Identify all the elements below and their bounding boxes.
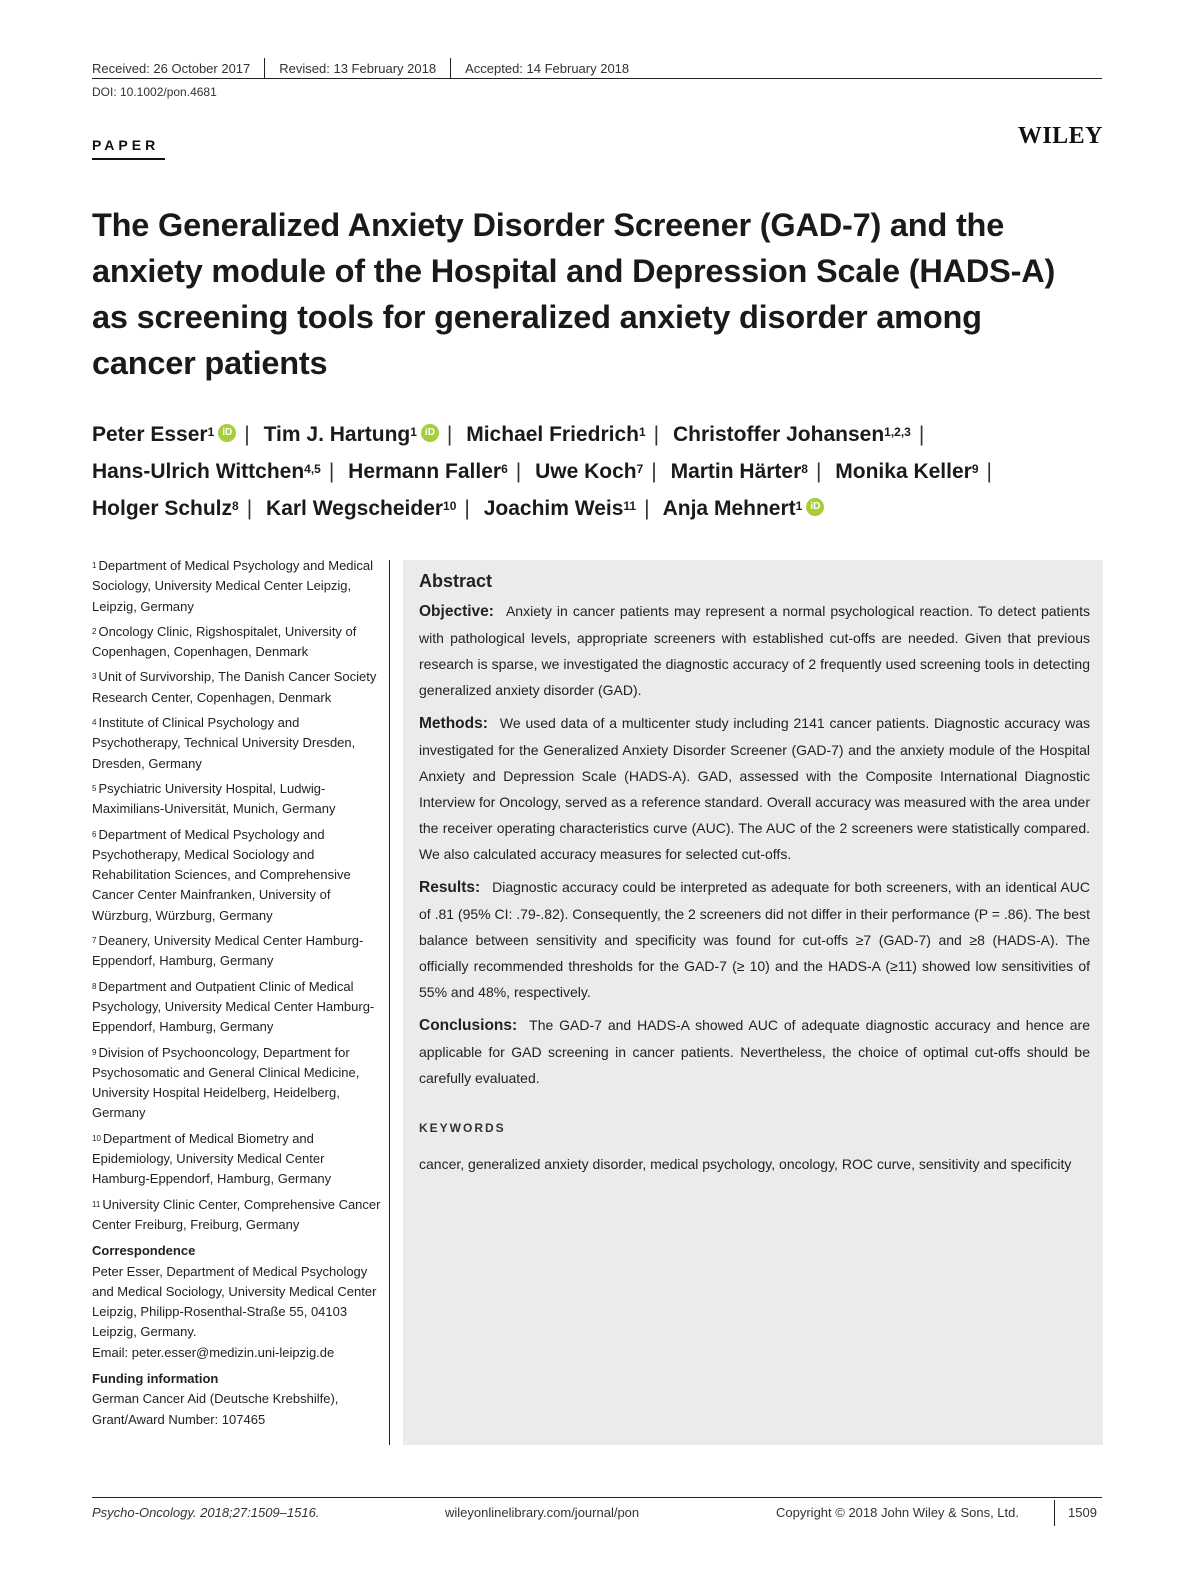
author-line: Holger Schulz$^8$ | Karl Wegscheider$^{10}$ | Joachim Weis$^{11}$ | Anja Mehnert$^1$ iD: [92, 490, 1112, 527]
author-name[interactable]: Hans-Ulrich Wittchen$^{4,5}$: [92, 460, 321, 483]
affiliation: $^4$ Institute of Clinical Psychology and Psychotherapy, Technical University Dresden, Dresden, Germany: [92, 715, 356, 771]
date-divider: [450, 58, 451, 78]
affiliation: $^6$ Department of Medical Psychology and Psychotherapy, Medical Sociology and Rehabilitation Sciences, and Comprehensive Cancer Center Mainfranken, University of Würzburg, Würzburg, Germany: [92, 826, 351, 923]
correspondence-heading: Correspondence: [92, 1243, 196, 1259]
abstract-heading: Abstract: [419, 571, 493, 591]
affiliation: $^1$ Department of Medical Psychology and Medical Sociology, University Medical Center Leipzig, Leipzig, Germany: [92, 558, 374, 614]
correspondence-email[interactable]: Email: peter.esser@medizin.uni-leipzig.de: [92, 1344, 335, 1360]
received-date: Received: 26 October 2017: [92, 60, 251, 76]
abstract-conclusions: Conclusions: The GAD-7 and HADS-A showed AUC of adequate diagnostic accuracy and hence are applicable for GAD screening in cancer patients. Nevertheless, the choice of optimal cut-offs should be carefully evaluated.: [419, 1017, 1090, 1086]
orcid-icon[interactable]: iD: [218, 424, 236, 442]
author-name[interactable]: Peter Esser$^1$: [92, 423, 215, 446]
title-line: The Generalized Anxiety Disorder Screener (GAD-7) and the: [92, 207, 1005, 243]
abstract-results: Results: Diagnostic accuracy could be interpreted as adequate for both screeners, with an identical AUC of .81 (95% CI: .79-.82). Consequently, the 2 screeners did not differ in their performance (P = .86). The best balance between sensitivity and specificity was found for cut-offs ≥7 (GAD-7) and ≥8 (HADS-A). The officially recommended thresholds for the GAD-7 (≥ 10) and the HADS-A (≥11) showed low sensitivities of 55% and 48%, respectively.: [419, 879, 1090, 1000]
affiliation: $^8$ Department and Outpatient Clinic of Medical Psychology, University Medical Center Hamburg-Eppendorf, Hamburg, Germany: [92, 978, 375, 1035]
publication-dates: [92, 58, 629, 78]
date-divider: [264, 58, 265, 78]
funding-heading: Funding information: [92, 1370, 219, 1386]
orcid-icon[interactable]: iD: [806, 498, 824, 516]
affiliation: $^{10}$ Department of Medical Biometry and Epidemiology, University Medical Center Hamburg-Eppendorf, Hamburg, Germany: [92, 1130, 332, 1187]
author-name[interactable]: Christoffer Johansen$^{1,2,3}$: [672, 423, 911, 446]
journal-url[interactable]: wileyonlinelibrary.com/journal/pon: [445, 1505, 640, 1520]
author-name[interactable]: Monika Keller$^9$: [835, 460, 979, 483]
affiliation: $^7$ Deanery, University Medical Center Hamburg-Eppendorf, Hamburg, Germany: [92, 933, 364, 969]
accepted-date: Accepted: 14 February 2018: [465, 60, 630, 76]
author-line: Peter Esser$^1$ iD | Tim J. Hartung$^1$ iD | Michael Friedrich$^1$ | Christoffer Johansen$^{1,2,3}$ |: [92, 423, 925, 446]
copyright: Copyright © 2018 John Wiley & Sons, Ltd.: [776, 1505, 1019, 1520]
author-list: [92, 416, 1112, 527]
title-line: cancer patients: [92, 345, 328, 381]
section-underline: [92, 158, 165, 160]
revised-date: Revised: 13 February 2018: [279, 60, 437, 76]
footer-divider: [1054, 1500, 1055, 1526]
keywords-heading: KEYWORDS: [419, 1121, 506, 1135]
page-number: 1509: [1068, 1505, 1097, 1520]
correspondence-text: Peter Esser, Department of Medical Psychology and Medical Sociology, University Medical Center Leipzig, Philipp-Rosenthal-Straße 55, 04103 Leipzig, Germany.: [92, 1263, 377, 1340]
affiliation: $^3$ Unit of Survivorship, The Danish Cancer Society Research Center, Copenhagen, Denmark: [92, 669, 377, 705]
author-line: Hans-Ulrich Wittchen$^{4,5}$ | Hermann Faller$^6$ | Uwe Koch$^7$ | Martin Härter$^8$ | Monika Keller$^9$ |: [92, 460, 992, 483]
author-name[interactable]: Joachim Weis$^{11}$: [483, 497, 637, 520]
orcid-icon[interactable]: iD: [421, 424, 439, 442]
author-name[interactable]: Michael Friedrich$^1$: [466, 423, 646, 446]
affiliation: $^2$ Oncology Clinic, Rigshospitalet, University of Copenhagen, Copenhagen, Denmark: [92, 623, 357, 660]
article-title: [92, 202, 1112, 386]
keywords: cancer, generalized anxiety disorder, medical psychology, oncology, ROC curve, sensitivity and specificity: [419, 1156, 1072, 1172]
author-name[interactable]: Hermann Faller$^6$: [348, 460, 508, 483]
author-name[interactable]: Anja Mehnert$^1$: [662, 497, 803, 520]
column-divider: [389, 560, 390, 1445]
doi[interactable]: DOI: 10.1002/pon.4681: [92, 85, 217, 99]
publisher-logo: WILEY: [1017, 123, 1103, 149]
abstract-box: [403, 560, 1103, 1445]
abstract-objective: Objective: Anxiety in cancer patients may represent a normal psychological reaction. To detect patients with pathological levels, appropriate screeners with established cut-offs are needed. Given that previous research is sparse, we investigated the diagnostic accuracy of 2 frequently used screening tools in detecting generalized anxiety disorder (GAD).: [419, 603, 1090, 698]
author-name[interactable]: Uwe Koch$^7$: [535, 460, 644, 483]
header-rule: [92, 78, 1102, 79]
affiliation: $^5$ Psychiatric University Hospital, Ludwig-Maximilians-Universität, Munich, Germany: [92, 780, 336, 817]
author-name[interactable]: Martin Härter$^8$: [670, 460, 808, 483]
affiliation: $^{11}$ University Clinic Center, Comprehensive Cancer Center Freiburg, Freiburg, Germany: [92, 1196, 381, 1232]
abstract-methods: Methods: We used data of a multicenter study including 2141 cancer patients. Diagnostic accuracy was investigated for the Generalized Anxiety Disorder Screener (GAD-7) and the anxiety module of the Hospital Anxiety and Depression Scale (HADS-A). GAD, assessed with the Composite International Diagnostic Interview for Oncology, served as a reference standard. Overall accuracy was measured with the area under the receiver operating characteristics curve (AUC). The AUC of the 2 screeners were statistically compared. We also calculated accuracy measures for selected cut-offs.: [419, 715, 1090, 862]
affiliation: $^9$ Division of Psychooncology, Department for Psychosomatic and General Clinical Medicine, University Hospital Heidelberg, Heidelberg, Germany: [92, 1044, 360, 1121]
author-name[interactable]: Karl Wegscheider$^{10}$: [266, 497, 457, 520]
journal-citation: Psycho-Oncology. 2018;27:1509–1516.: [92, 1505, 320, 1520]
funding-text: German Cancer Aid (Deutsche Krebshilfe), Grant/Award Number: 107465: [92, 1391, 339, 1427]
title-line: as screening tools for generalized anxiety disorder among: [92, 299, 982, 335]
section-label: PAPER: [92, 137, 160, 153]
affiliations-column: [92, 556, 382, 1430]
footer-rule: [92, 1497, 1102, 1498]
title-line: anxiety module of the Hospital and Depression Scale (HADS-A): [92, 253, 1056, 289]
author-name[interactable]: Holger Schulz$^8$: [92, 497, 239, 520]
author-name[interactable]: Tim J. Hartung$^1$: [263, 423, 417, 446]
